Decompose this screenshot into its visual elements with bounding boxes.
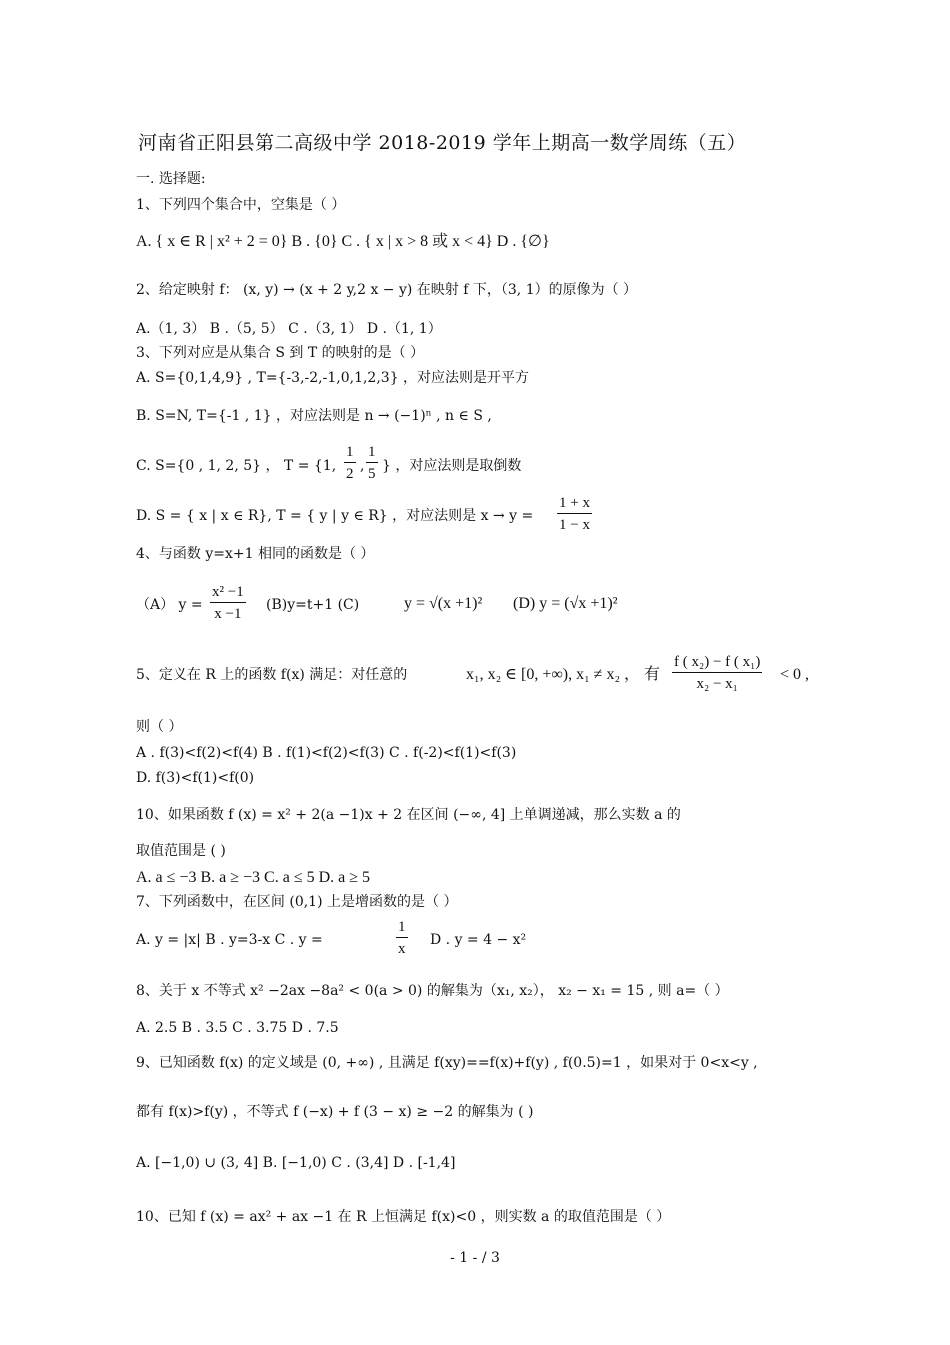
question-8-stem: 8、关于 x 不等式 x² −2ax −8a² < 0(a > 0) 的解集为（x₁, x₂）， x₂ − x₁ = 15 , 则 a=（ ） <box>136 983 729 999</box>
document-title: 河南省正阳县第二高级中学 2018-2019 学年上期高一数学周练（五） <box>138 132 747 154</box>
question-4-option-c-expression: y = √(x +1)² <box>404 595 483 612</box>
question-3-option-c-fraction-1 <box>344 442 356 485</box>
question-3-option-d-fraction <box>557 493 592 536</box>
fraction-denominator: x₂ − x₁ <box>696 676 738 692</box>
question-10-stem-continued: 取值范围是 ( ) <box>136 843 226 859</box>
question-3-stem: 3、下列对应是从集合 S 到 T 的映射的是（ ） <box>136 345 425 361</box>
question-5-stem: 5、定义在 R 上的函数 f(x) 满足：对任意的 <box>136 667 408 683</box>
question-7-option-c-fraction <box>396 917 408 960</box>
question-9-options: A. [−1,0) ∪ (3, 4] B. [−1,0) C . (3,4] D . [-1,4] <box>136 1155 456 1171</box>
question-7-stem: 7、下列函数中，在区间 (0,1) 上是增函数的是（ ） <box>136 894 458 910</box>
page-number: - 1 - / 3 <box>450 1250 500 1266</box>
question-3-option-a: A. S={0,1,4,9} , T={-3,-2,-1,0,1,2,3} ，对应法则是开平方 <box>136 370 530 386</box>
fraction-denominator: x <box>398 941 406 957</box>
question-3-option-c-suffix: } ，对应法则是取倒数 <box>382 458 522 474</box>
question-3-option-c-comma: , <box>360 458 365 474</box>
question-5-inequality-tail: < 0 , <box>780 666 810 683</box>
question-2-stem: 2、给定映射 f： (x, y) → (x + 2 y,2 x − y) 在映射 f 下，（3, 1）的原像为（ ） <box>136 282 638 298</box>
fraction-denominator: 1 − x <box>559 517 590 533</box>
question-10-stem: 10、如果函数 f (x) = x² + 2(a −1)x + 2 在区间 (−∞, 4] 上单调递减，那么实数 a 的 <box>136 807 681 823</box>
fraction-numerator: 1 <box>366 442 378 463</box>
question-9-stem: 9、已知函数 f(x) 的定义域是 (0, +∞) , 且满足 f(xy)==f(x)+f(y) , f(0.5)=1 ，如果对于 0<x<y , <box>136 1055 758 1071</box>
fraction-numerator: x² −1 <box>210 582 246 603</box>
question-1-options: A. { x ∈ R | x² + 2 = 0} B . {0} C . { x | x > 8 或 x < 4} D . {∅} <box>136 233 550 250</box>
question-4-stem: 4、与函数 y=x+1 相同的函数是（ ） <box>136 546 375 562</box>
question-5-option-d: D. f(3)<f(1)<f(0) <box>136 770 255 786</box>
fraction-numerator: 1 <box>344 442 356 463</box>
fraction-denominator: x −1 <box>214 606 242 622</box>
question-8-options: A. 2.5 B . 3.5 C . 3.75 D . 7.5 <box>136 1020 339 1036</box>
question-5-fraction <box>672 652 762 695</box>
question-7-options-a-c: A. y = |x| B . y=3-x C . y = <box>136 932 323 948</box>
question-5-then: 则（ ） <box>136 719 183 735</box>
section-heading: 一. 选择题: <box>136 171 206 187</box>
fraction-numerator: 1 + x <box>557 493 592 514</box>
question-2-options: A.（1, 3） B .（5, 5） C .（3, 1） D .（1, 1） <box>136 321 442 337</box>
question-3-option-d-prefix: D. S = { x | x ∈ R}, T = { y | y ∈ R} ，对应法则是 x → y = <box>136 508 534 524</box>
question-5-options: A . f(3)<f(2)<f(4) B . f(1)<f(2)<f(3) C . f(-2)<f(1)<f(3) <box>136 745 517 761</box>
fraction-denominator: 5 <box>368 466 376 482</box>
question-10b-stem: 10、已知 f (x) = ax² + ax −1 在 R 上恒满足 f(x)<0 ，则实数 a 的取值范围是（ ） <box>136 1209 671 1225</box>
fraction-denominator: 2 <box>346 466 354 482</box>
fraction-numerator: 1 <box>396 917 408 938</box>
question-4-option-d-expression: (D) y = (√x +1)² <box>513 595 618 612</box>
question-1-stem: 1、下列四个集合中，空集是（ ） <box>136 197 346 213</box>
question-3-option-b: B. S=N, T={-1 , 1} ，对应法则是 n → (−1)ⁿ , n ∈ S , <box>136 408 492 424</box>
question-3-option-c-fraction-2 <box>366 442 378 485</box>
fraction-numerator: f ( x₂) − f ( x₁) <box>672 652 762 673</box>
question-4-option-a-fraction <box>210 582 246 625</box>
question-4-option-a-prefix: （A） y = <box>136 597 203 613</box>
question-5-condition: x₁, x₂ ∈ [0, +∞), x₁ ≠ x₂ ， 有 <box>466 666 661 683</box>
question-10-options: A. a ≤ −3 B. a ≥ −3 C. a ≤ 5 D. a ≥ 5 <box>136 869 371 886</box>
question-3-option-c-prefix: C. S={0 , 1, 2, 5} ， T = {1, <box>136 458 337 474</box>
question-7-option-d: D . y = 4 − x² <box>430 932 527 948</box>
question-4-options-b-c: (B)y=t+1 (C) <box>266 597 360 613</box>
question-9-stem-continued: 都有 f(x)>f(y) ，不等式 f (−x) + f (3 − x) ≥ −2 的解集为 ( ) <box>136 1104 534 1120</box>
